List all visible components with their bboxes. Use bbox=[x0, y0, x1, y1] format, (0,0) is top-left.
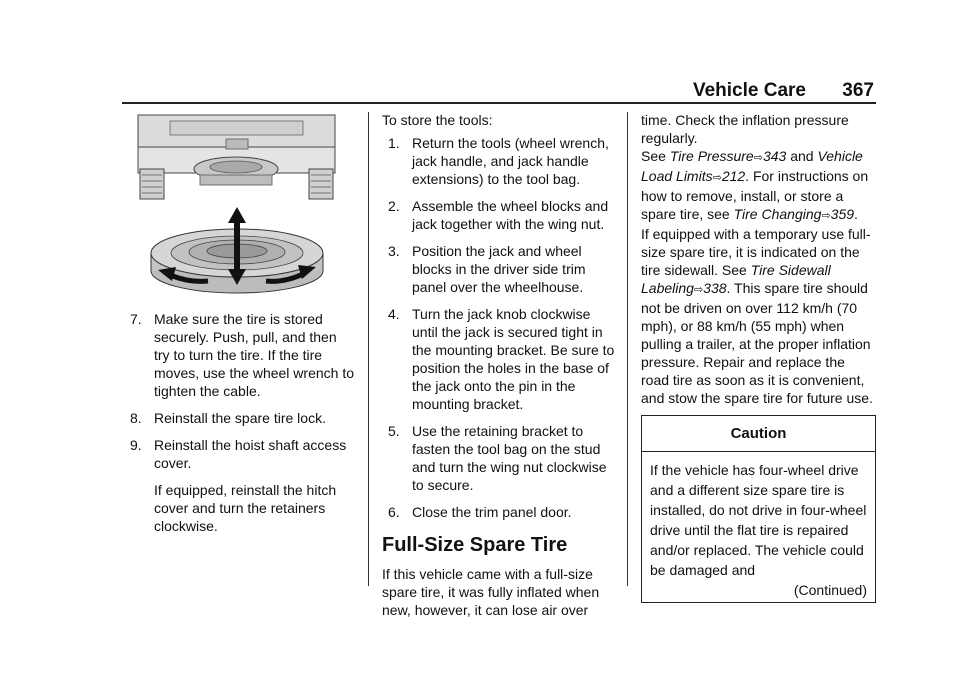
speed-limit-text: . This spare tire should not be driven on over 112 km/h (70 mph), or 88 km/h (55 mph) when pulling a trailer, at the proper inflation pressure. Repair and replace the road tire as soon as it is convenient, and stow the spare tire for future use. bbox=[641, 280, 873, 406]
vehicle-load-limits-link[interactable]: Vehicle Load Limits bbox=[641, 148, 863, 184]
column-3 bbox=[641, 111, 876, 603]
column-divider-1 bbox=[368, 112, 369, 586]
tire-sidewall-link[interactable]: Tire Sidewall Labeling bbox=[641, 262, 831, 296]
tool-step-1 bbox=[382, 134, 617, 188]
step-text: Make sure the tire is stored securely. Push, pull, and then try to turn the tire. If the tire moves, use the wheel wrench to tighten the cable. bbox=[154, 311, 354, 399]
caution-text: If the vehicle has four-wheel drive and a different size spare tire is installed, do not drive in four-wheel drive until the flat tire is repaired and/or replaced. The vehicle could be damaged and bbox=[650, 462, 867, 578]
vehicle-load-limits-page[interactable]: 212 bbox=[721, 168, 746, 184]
section-title: Vehicle Care bbox=[692, 80, 806, 101]
spare-tire-illustration bbox=[130, 113, 343, 300]
inflation-text: time. Check the inflation pressure regularly. bbox=[641, 112, 849, 146]
tire-sidewall-page[interactable]: 338 bbox=[703, 280, 727, 296]
step-9 bbox=[130, 436, 355, 472]
step-8 bbox=[130, 409, 355, 427]
caution-title: Caution bbox=[642, 416, 875, 452]
tool-step-5 bbox=[382, 422, 617, 494]
tire-changing-page[interactable]: 359 bbox=[830, 206, 855, 222]
temporary-spare-text: If equipped with a temporary use full-size spare tire, it is indicated on the tire sidewall. See bbox=[641, 226, 871, 278]
page-ref-icon: ⇨ bbox=[712, 172, 722, 184]
step-text: Turn the jack knob clockwise until the jack is secured tight in the mounting bracket. Be sure to position the holes in the base of the jack onto the pin in the mounting bracket. bbox=[412, 306, 615, 412]
inflation-paragraph: time. Check the inflation pressure regularly. See Tire Pressure⇨343 and Vehicle Load Limits⇨212. For instructions on how to remove, install, or store a spare tire, see Tire Changing⇨359. bbox=[641, 112, 869, 222]
step-number: 6. bbox=[388, 504, 400, 520]
column-1 bbox=[130, 310, 355, 544]
page-ref-icon: ⇨ bbox=[753, 152, 763, 164]
column-divider-2 bbox=[627, 112, 628, 586]
caution-box bbox=[641, 415, 876, 603]
step-number: 3. bbox=[388, 243, 400, 259]
step-number: 7. bbox=[130, 311, 142, 327]
and-text: and bbox=[790, 148, 814, 164]
step-number: 1. bbox=[388, 135, 400, 151]
section-heading: Full-Size Spare Tire bbox=[382, 534, 568, 556]
page-ref-icon: ⇨ bbox=[693, 284, 704, 296]
page-number: 367 bbox=[842, 80, 874, 101]
step-text: Use the retaining bracket to fasten the tool bag on the stud and turn the wing nut clockwise to secure. bbox=[412, 423, 607, 493]
step-text: Reinstall the spare tire lock. bbox=[154, 410, 326, 426]
step-number: 8. bbox=[130, 410, 142, 426]
tool-step-3 bbox=[382, 242, 617, 296]
step-number: 4. bbox=[388, 306, 400, 322]
step-text: Close the trim panel door. bbox=[412, 504, 572, 520]
tools-intro: To store the tools: bbox=[382, 112, 493, 128]
tool-step-2 bbox=[382, 197, 617, 233]
caution-body bbox=[642, 452, 875, 602]
step-number: 5. bbox=[388, 423, 400, 439]
step-text: Return the tools (wheel wrench, jack handle, and jack handle extensions) to the tool bag. bbox=[412, 135, 609, 187]
step-text: Assemble the wheel blocks and jack together with the wing nut. bbox=[412, 198, 609, 232]
tire-changing-link[interactable]: Tire Changing bbox=[733, 206, 822, 222]
continued-label: (Continued) bbox=[793, 582, 867, 598]
see-text: See bbox=[641, 148, 666, 164]
tire-pressure-page[interactable]: 343 bbox=[762, 148, 787, 164]
instructions-text: . For instructions on how to remove, install, or store a spare tire, see bbox=[641, 168, 869, 222]
step-number: 2. bbox=[388, 198, 400, 214]
page-ref-icon: ⇨ bbox=[821, 210, 831, 222]
column-2 bbox=[382, 111, 617, 619]
temporary-spare-paragraph bbox=[641, 225, 876, 407]
tool-step-4 bbox=[382, 305, 617, 413]
tire-pressure-link[interactable]: Tire Pressure bbox=[669, 148, 754, 164]
spare-tire-paragraph: If this vehicle came with a full-size spare tire, it was fully inflated when new, however, it can lose air over bbox=[382, 566, 600, 618]
hitch-cover-note: If equipped, reinstall the hitch cover and turn the retainers clockwise. bbox=[154, 482, 337, 534]
tool-step-6 bbox=[382, 503, 617, 521]
step-text: Reinstall the hoist shaft access cover. bbox=[154, 437, 347, 471]
step-7 bbox=[130, 310, 355, 400]
page-header bbox=[122, 78, 876, 104]
step-number: 9. bbox=[130, 437, 142, 453]
step-text: Position the jack and wheel blocks in the driver side trim panel over the wheelhouse. bbox=[412, 243, 586, 295]
